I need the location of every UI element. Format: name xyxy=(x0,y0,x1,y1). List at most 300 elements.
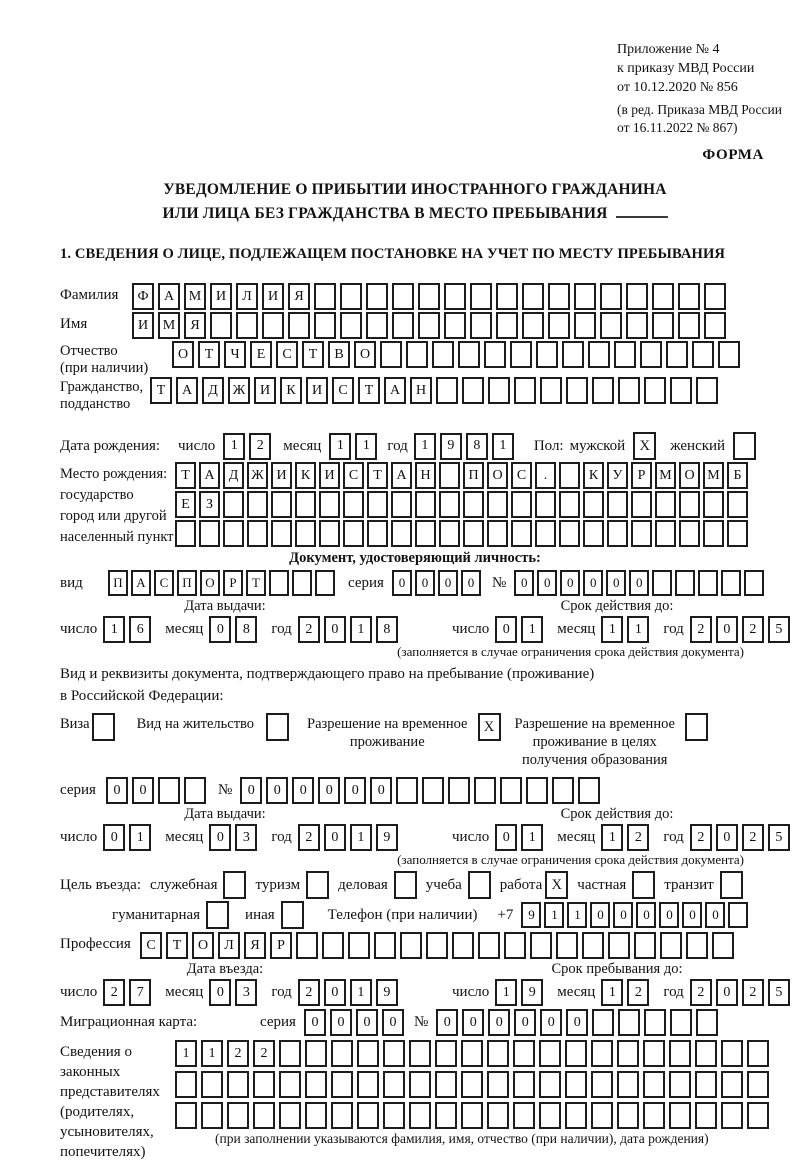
char-cell[interactable] xyxy=(721,1071,743,1098)
char-cell[interactable] xyxy=(522,312,544,339)
char-cell[interactable] xyxy=(462,377,484,404)
char-cell[interactable]: 2 xyxy=(690,979,712,1006)
char-cell[interactable]: Ч xyxy=(224,341,246,368)
char-cell[interactable]: И xyxy=(210,283,232,310)
char-cell[interactable] xyxy=(296,932,318,959)
char-cell[interactable] xyxy=(679,491,700,518)
char-cell[interactable] xyxy=(670,377,692,404)
char-cell[interactable] xyxy=(536,341,558,368)
char-cell[interactable]: . xyxy=(535,462,556,489)
char-cell[interactable]: 5 xyxy=(768,616,790,643)
char-cell[interactable] xyxy=(391,491,412,518)
char-cell[interactable] xyxy=(631,491,652,518)
char-cell[interactable] xyxy=(566,377,588,404)
char-cell[interactable]: Т xyxy=(367,462,388,489)
char-cell[interactable] xyxy=(643,1102,665,1129)
char-cell[interactable] xyxy=(591,1040,613,1067)
char-cell[interactable]: 2 xyxy=(103,979,125,1006)
char-cell[interactable] xyxy=(513,1040,535,1067)
char-cell[interactable]: 0 xyxy=(436,1009,458,1036)
char-cell[interactable] xyxy=(626,283,648,310)
char-cell[interactable] xyxy=(279,1071,301,1098)
char-cell[interactable]: 0 xyxy=(324,979,346,1006)
char-cell[interactable] xyxy=(669,1071,691,1098)
char-cell[interactable] xyxy=(314,283,336,310)
char-cell[interactable] xyxy=(747,1040,769,1067)
char-cell[interactable] xyxy=(279,1102,301,1129)
char-cell[interactable] xyxy=(617,1102,639,1129)
char-cell[interactable] xyxy=(322,932,344,959)
char-cell[interactable]: П xyxy=(108,570,128,596)
char-cell[interactable] xyxy=(223,491,244,518)
char-cell[interactable]: Я xyxy=(184,312,206,339)
char-cell[interactable] xyxy=(539,1102,561,1129)
char-cell[interactable]: 2 xyxy=(742,979,764,1006)
char-cell[interactable]: 0 xyxy=(324,616,346,643)
char-cell[interactable] xyxy=(634,932,656,959)
char-cell[interactable] xyxy=(652,283,674,310)
char-cell[interactable]: А xyxy=(131,570,151,596)
char-cell[interactable]: У xyxy=(607,462,628,489)
char-cell[interactable]: 0 xyxy=(356,1009,378,1036)
char-cell[interactable] xyxy=(588,341,610,368)
char-cell[interactable] xyxy=(340,283,362,310)
char-cell[interactable]: 0 xyxy=(495,616,517,643)
char-cell[interactable] xyxy=(548,283,570,310)
char-cell[interactable]: О xyxy=(354,341,376,368)
char-cell[interactable] xyxy=(392,312,414,339)
char-cell[interactable]: 6 xyxy=(129,616,151,643)
char-cell[interactable] xyxy=(367,520,388,547)
char-cell[interactable]: О xyxy=(200,570,220,596)
char-cell[interactable] xyxy=(695,1040,717,1067)
char-cell[interactable] xyxy=(652,570,672,596)
char-cell[interactable]: 1 xyxy=(350,824,372,851)
char-cell[interactable]: О xyxy=(172,341,194,368)
char-cell[interactable] xyxy=(565,1040,587,1067)
char-cell[interactable] xyxy=(614,341,636,368)
char-cell[interactable]: О xyxy=(679,462,700,489)
char-cell[interactable]: 2 xyxy=(742,616,764,643)
char-cell[interactable]: 3 xyxy=(235,824,257,851)
char-cell[interactable] xyxy=(744,570,764,596)
char-cell[interactable]: М xyxy=(184,283,206,310)
char-cell[interactable]: 0 xyxy=(330,1009,352,1036)
char-cell[interactable] xyxy=(305,1102,327,1129)
char-cell[interactable] xyxy=(348,932,370,959)
char-cell[interactable]: 0 xyxy=(488,1009,510,1036)
char-cell[interactable]: М xyxy=(158,312,180,339)
char-cell[interactable] xyxy=(530,932,552,959)
char-cell[interactable]: 1 xyxy=(329,433,351,460)
char-cell[interactable]: А xyxy=(391,462,412,489)
char-cell[interactable]: И xyxy=(262,283,284,310)
char-cell[interactable]: 1 xyxy=(521,616,543,643)
char-cell[interactable] xyxy=(718,341,740,368)
char-cell[interactable]: 2 xyxy=(253,1040,275,1067)
char-cell[interactable] xyxy=(201,1102,223,1129)
char-cell[interactable]: 0 xyxy=(495,824,517,851)
char-cell[interactable]: С xyxy=(332,377,354,404)
char-cell[interactable]: 2 xyxy=(690,824,712,851)
char-cell[interactable]: И xyxy=(132,312,154,339)
char-cell[interactable] xyxy=(578,777,600,804)
char-cell[interactable] xyxy=(383,1071,405,1098)
char-cell[interactable]: К xyxy=(295,462,316,489)
char-cell[interactable] xyxy=(539,1071,561,1098)
char-cell[interactable] xyxy=(670,1009,692,1036)
char-cell[interactable] xyxy=(383,1102,405,1129)
purpose-work-checkbox[interactable]: X xyxy=(545,871,568,899)
char-cell[interactable]: 0 xyxy=(209,824,231,851)
char-cell[interactable] xyxy=(592,1009,614,1036)
char-cell[interactable]: 7 xyxy=(129,979,151,1006)
char-cell[interactable] xyxy=(666,341,688,368)
char-cell[interactable]: 1 xyxy=(223,433,245,460)
char-cell[interactable]: 0 xyxy=(209,979,231,1006)
char-cell[interactable] xyxy=(679,520,700,547)
study-residence-checkbox[interactable] xyxy=(685,713,708,741)
char-cell[interactable]: 0 xyxy=(566,1009,588,1036)
char-cell[interactable] xyxy=(696,377,718,404)
char-cell[interactable] xyxy=(366,283,388,310)
char-cell[interactable]: Л xyxy=(218,932,240,959)
char-cell[interactable]: 0 xyxy=(266,777,288,804)
char-cell[interactable] xyxy=(415,520,436,547)
char-cell[interactable]: 0 xyxy=(382,1009,404,1036)
char-cell[interactable] xyxy=(540,377,562,404)
char-cell[interactable] xyxy=(728,902,748,928)
char-cell[interactable]: 1 xyxy=(601,616,623,643)
char-cell[interactable] xyxy=(695,1102,717,1129)
purpose-business-checkbox[interactable] xyxy=(394,871,417,899)
char-cell[interactable] xyxy=(591,1102,613,1129)
char-cell[interactable]: 2 xyxy=(742,824,764,851)
char-cell[interactable] xyxy=(331,1040,353,1067)
char-cell[interactable] xyxy=(374,932,396,959)
char-cell[interactable] xyxy=(262,312,284,339)
char-cell[interactable] xyxy=(158,777,180,804)
char-cell[interactable]: М xyxy=(655,462,676,489)
char-cell[interactable] xyxy=(319,491,340,518)
char-cell[interactable]: П xyxy=(463,462,484,489)
char-cell[interactable]: Н xyxy=(410,377,432,404)
char-cell[interactable] xyxy=(513,1102,535,1129)
char-cell[interactable] xyxy=(418,312,440,339)
char-cell[interactable] xyxy=(418,283,440,310)
char-cell[interactable] xyxy=(678,283,700,310)
char-cell[interactable] xyxy=(487,1071,509,1098)
char-cell[interactable] xyxy=(391,520,412,547)
char-cell[interactable]: Ф xyxy=(132,283,154,310)
char-cell[interactable] xyxy=(496,312,518,339)
char-cell[interactable]: 2 xyxy=(249,433,271,460)
char-cell[interactable] xyxy=(652,312,674,339)
char-cell[interactable]: 9 xyxy=(521,902,541,928)
female-checkbox[interactable] xyxy=(733,432,756,460)
char-cell[interactable] xyxy=(279,1040,301,1067)
char-cell[interactable] xyxy=(380,341,402,368)
char-cell[interactable]: 2 xyxy=(627,979,649,1006)
char-cell[interactable]: 5 xyxy=(768,979,790,1006)
char-cell[interactable]: С xyxy=(140,932,162,959)
char-cell[interactable]: 0 xyxy=(716,616,738,643)
char-cell[interactable]: И xyxy=(319,462,340,489)
char-cell[interactable] xyxy=(383,1040,405,1067)
char-cell[interactable] xyxy=(522,283,544,310)
char-cell[interactable] xyxy=(409,1040,431,1067)
residence-permit-checkbox[interactable] xyxy=(266,713,289,741)
char-cell[interactable]: С xyxy=(511,462,532,489)
char-cell[interactable]: 0 xyxy=(705,902,725,928)
char-cell[interactable] xyxy=(626,312,648,339)
char-cell[interactable] xyxy=(210,312,232,339)
char-cell[interactable]: 5 xyxy=(768,824,790,851)
char-cell[interactable] xyxy=(415,491,436,518)
char-cell[interactable]: 1 xyxy=(601,979,623,1006)
char-cell[interactable]: 1 xyxy=(355,433,377,460)
char-cell[interactable] xyxy=(655,520,676,547)
char-cell[interactable]: 1 xyxy=(201,1040,223,1067)
char-cell[interactable]: 0 xyxy=(392,570,412,596)
char-cell[interactable]: 0 xyxy=(583,570,603,596)
char-cell[interactable]: Е xyxy=(250,341,272,368)
purpose-humanitarian-checkbox[interactable] xyxy=(206,901,229,929)
char-cell[interactable]: 0 xyxy=(318,777,340,804)
char-cell[interactable]: 0 xyxy=(103,824,125,851)
char-cell[interactable] xyxy=(288,312,310,339)
char-cell[interactable]: 1 xyxy=(129,824,151,851)
char-cell[interactable] xyxy=(698,570,718,596)
char-cell[interactable] xyxy=(747,1102,769,1129)
char-cell[interactable]: 2 xyxy=(690,616,712,643)
char-cell[interactable] xyxy=(565,1102,587,1129)
char-cell[interactable] xyxy=(559,462,580,489)
char-cell[interactable] xyxy=(721,1040,743,1067)
char-cell[interactable]: Р xyxy=(223,570,243,596)
char-cell[interactable]: 8 xyxy=(376,616,398,643)
char-cell[interactable]: 1 xyxy=(601,824,623,851)
char-cell[interactable] xyxy=(470,312,492,339)
char-cell[interactable] xyxy=(357,1102,379,1129)
purpose-transit-checkbox[interactable] xyxy=(720,871,743,899)
char-cell[interactable] xyxy=(436,377,458,404)
char-cell[interactable] xyxy=(608,932,630,959)
char-cell[interactable] xyxy=(422,777,444,804)
char-cell[interactable]: Т xyxy=(166,932,188,959)
char-cell[interactable] xyxy=(607,491,628,518)
char-cell[interactable]: 8 xyxy=(235,616,257,643)
char-cell[interactable] xyxy=(703,491,724,518)
char-cell[interactable]: 0 xyxy=(606,570,626,596)
char-cell[interactable]: 0 xyxy=(438,570,458,596)
char-cell[interactable] xyxy=(201,1071,223,1098)
char-cell[interactable]: 0 xyxy=(514,570,534,596)
char-cell[interactable] xyxy=(535,520,556,547)
char-cell[interactable] xyxy=(439,491,460,518)
char-cell[interactable] xyxy=(617,1040,639,1067)
char-cell[interactable]: Ж xyxy=(247,462,268,489)
char-cell[interactable] xyxy=(504,932,526,959)
char-cell[interactable] xyxy=(565,1071,587,1098)
char-cell[interactable] xyxy=(514,377,536,404)
char-cell[interactable] xyxy=(660,932,682,959)
char-cell[interactable] xyxy=(559,491,580,518)
char-cell[interactable]: Я xyxy=(288,283,310,310)
char-cell[interactable] xyxy=(396,777,418,804)
char-cell[interactable] xyxy=(484,341,506,368)
char-cell[interactable] xyxy=(406,341,428,368)
char-cell[interactable] xyxy=(643,1071,665,1098)
char-cell[interactable] xyxy=(721,1102,743,1129)
purpose-other-checkbox[interactable] xyxy=(281,901,304,929)
char-cell[interactable]: 3 xyxy=(235,979,257,1006)
char-cell[interactable]: А xyxy=(384,377,406,404)
char-cell[interactable]: Т xyxy=(358,377,380,404)
char-cell[interactable] xyxy=(600,312,622,339)
char-cell[interactable]: Д xyxy=(202,377,224,404)
char-cell[interactable] xyxy=(271,491,292,518)
char-cell[interactable] xyxy=(343,520,364,547)
char-cell[interactable] xyxy=(435,1040,457,1067)
char-cell[interactable]: Т xyxy=(302,341,324,368)
char-cell[interactable] xyxy=(574,283,596,310)
char-cell[interactable]: С xyxy=(343,462,364,489)
char-cell[interactable] xyxy=(526,777,548,804)
char-cell[interactable] xyxy=(461,1102,483,1129)
char-cell[interactable] xyxy=(474,777,496,804)
char-cell[interactable]: 2 xyxy=(227,1040,249,1067)
char-cell[interactable] xyxy=(253,1071,275,1098)
char-cell[interactable]: 0 xyxy=(461,570,481,596)
char-cell[interactable] xyxy=(487,491,508,518)
char-cell[interactable] xyxy=(271,520,292,547)
char-cell[interactable] xyxy=(562,341,584,368)
char-cell[interactable]: 0 xyxy=(560,570,580,596)
char-cell[interactable]: Н xyxy=(415,462,436,489)
char-cell[interactable]: 9 xyxy=(521,979,543,1006)
char-cell[interactable]: А xyxy=(176,377,198,404)
char-cell[interactable]: 2 xyxy=(298,616,320,643)
char-cell[interactable]: В xyxy=(328,341,350,368)
char-cell[interactable] xyxy=(686,932,708,959)
char-cell[interactable]: О xyxy=(192,932,214,959)
char-cell[interactable]: 0 xyxy=(324,824,346,851)
char-cell[interactable]: З xyxy=(199,491,220,518)
char-cell[interactable]: 0 xyxy=(370,777,392,804)
char-cell[interactable] xyxy=(400,932,422,959)
char-cell[interactable]: 0 xyxy=(106,777,128,804)
char-cell[interactable]: 9 xyxy=(440,433,462,460)
char-cell[interactable]: А xyxy=(158,283,180,310)
char-cell[interactable] xyxy=(513,1071,535,1098)
char-cell[interactable] xyxy=(600,283,622,310)
char-cell[interactable]: 0 xyxy=(344,777,366,804)
char-cell[interactable] xyxy=(444,283,466,310)
char-cell[interactable] xyxy=(295,491,316,518)
char-cell[interactable]: 1 xyxy=(544,902,564,928)
char-cell[interactable]: И xyxy=(271,462,292,489)
char-cell[interactable]: Л xyxy=(236,283,258,310)
char-cell[interactable]: 1 xyxy=(521,824,543,851)
char-cell[interactable]: 0 xyxy=(629,570,649,596)
char-cell[interactable] xyxy=(366,312,388,339)
char-cell[interactable]: Т xyxy=(150,377,172,404)
char-cell[interactable] xyxy=(747,1071,769,1098)
char-cell[interactable] xyxy=(223,520,244,547)
char-cell[interactable] xyxy=(727,491,748,518)
char-cell[interactable]: П xyxy=(177,570,197,596)
char-cell[interactable] xyxy=(292,570,312,596)
purpose-private-checkbox[interactable] xyxy=(632,871,655,899)
char-cell[interactable] xyxy=(227,1102,249,1129)
char-cell[interactable] xyxy=(435,1071,457,1098)
char-cell[interactable]: Р xyxy=(270,932,292,959)
char-cell[interactable]: И xyxy=(306,377,328,404)
char-cell[interactable] xyxy=(175,520,196,547)
char-cell[interactable] xyxy=(607,520,628,547)
purpose-tourism-checkbox[interactable] xyxy=(306,871,329,899)
char-cell[interactable]: 0 xyxy=(682,902,702,928)
char-cell[interactable]: 0 xyxy=(540,1009,562,1036)
char-cell[interactable] xyxy=(247,520,268,547)
char-cell[interactable] xyxy=(496,283,518,310)
char-cell[interactable] xyxy=(574,312,596,339)
char-cell[interactable] xyxy=(535,491,556,518)
char-cell[interactable]: 2 xyxy=(298,979,320,1006)
char-cell[interactable]: С xyxy=(154,570,174,596)
char-cell[interactable]: О xyxy=(487,462,508,489)
char-cell[interactable] xyxy=(655,491,676,518)
char-cell[interactable]: 9 xyxy=(376,979,398,1006)
char-cell[interactable] xyxy=(539,1040,561,1067)
char-cell[interactable] xyxy=(669,1040,691,1067)
char-cell[interactable]: К xyxy=(583,462,604,489)
char-cell[interactable] xyxy=(247,491,268,518)
char-cell[interactable]: Ж xyxy=(228,377,250,404)
purpose-study-checkbox[interactable] xyxy=(468,871,491,899)
char-cell[interactable] xyxy=(315,570,335,596)
char-cell[interactable]: 2 xyxy=(298,824,320,851)
char-cell[interactable]: 1 xyxy=(350,616,372,643)
char-cell[interactable]: 0 xyxy=(132,777,154,804)
char-cell[interactable]: 0 xyxy=(292,777,314,804)
visa-checkbox[interactable] xyxy=(92,713,115,741)
char-cell[interactable]: 0 xyxy=(636,902,656,928)
char-cell[interactable] xyxy=(409,1071,431,1098)
char-cell[interactable]: 8 xyxy=(466,433,488,460)
char-cell[interactable]: Р xyxy=(631,462,652,489)
char-cell[interactable]: 0 xyxy=(209,616,231,643)
char-cell[interactable] xyxy=(643,1040,665,1067)
char-cell[interactable] xyxy=(331,1071,353,1098)
char-cell[interactable]: Е xyxy=(175,491,196,518)
char-cell[interactable] xyxy=(314,312,336,339)
char-cell[interactable] xyxy=(478,932,500,959)
char-cell[interactable] xyxy=(721,570,741,596)
char-cell[interactable] xyxy=(305,1040,327,1067)
char-cell[interactable] xyxy=(511,520,532,547)
char-cell[interactable] xyxy=(357,1071,379,1098)
char-cell[interactable] xyxy=(470,283,492,310)
char-cell[interactable] xyxy=(253,1102,275,1129)
char-cell[interactable]: Д xyxy=(223,462,244,489)
char-cell[interactable] xyxy=(452,932,474,959)
char-cell[interactable] xyxy=(439,520,460,547)
char-cell[interactable] xyxy=(556,932,578,959)
char-cell[interactable] xyxy=(199,520,220,547)
char-cell[interactable] xyxy=(227,1071,249,1098)
